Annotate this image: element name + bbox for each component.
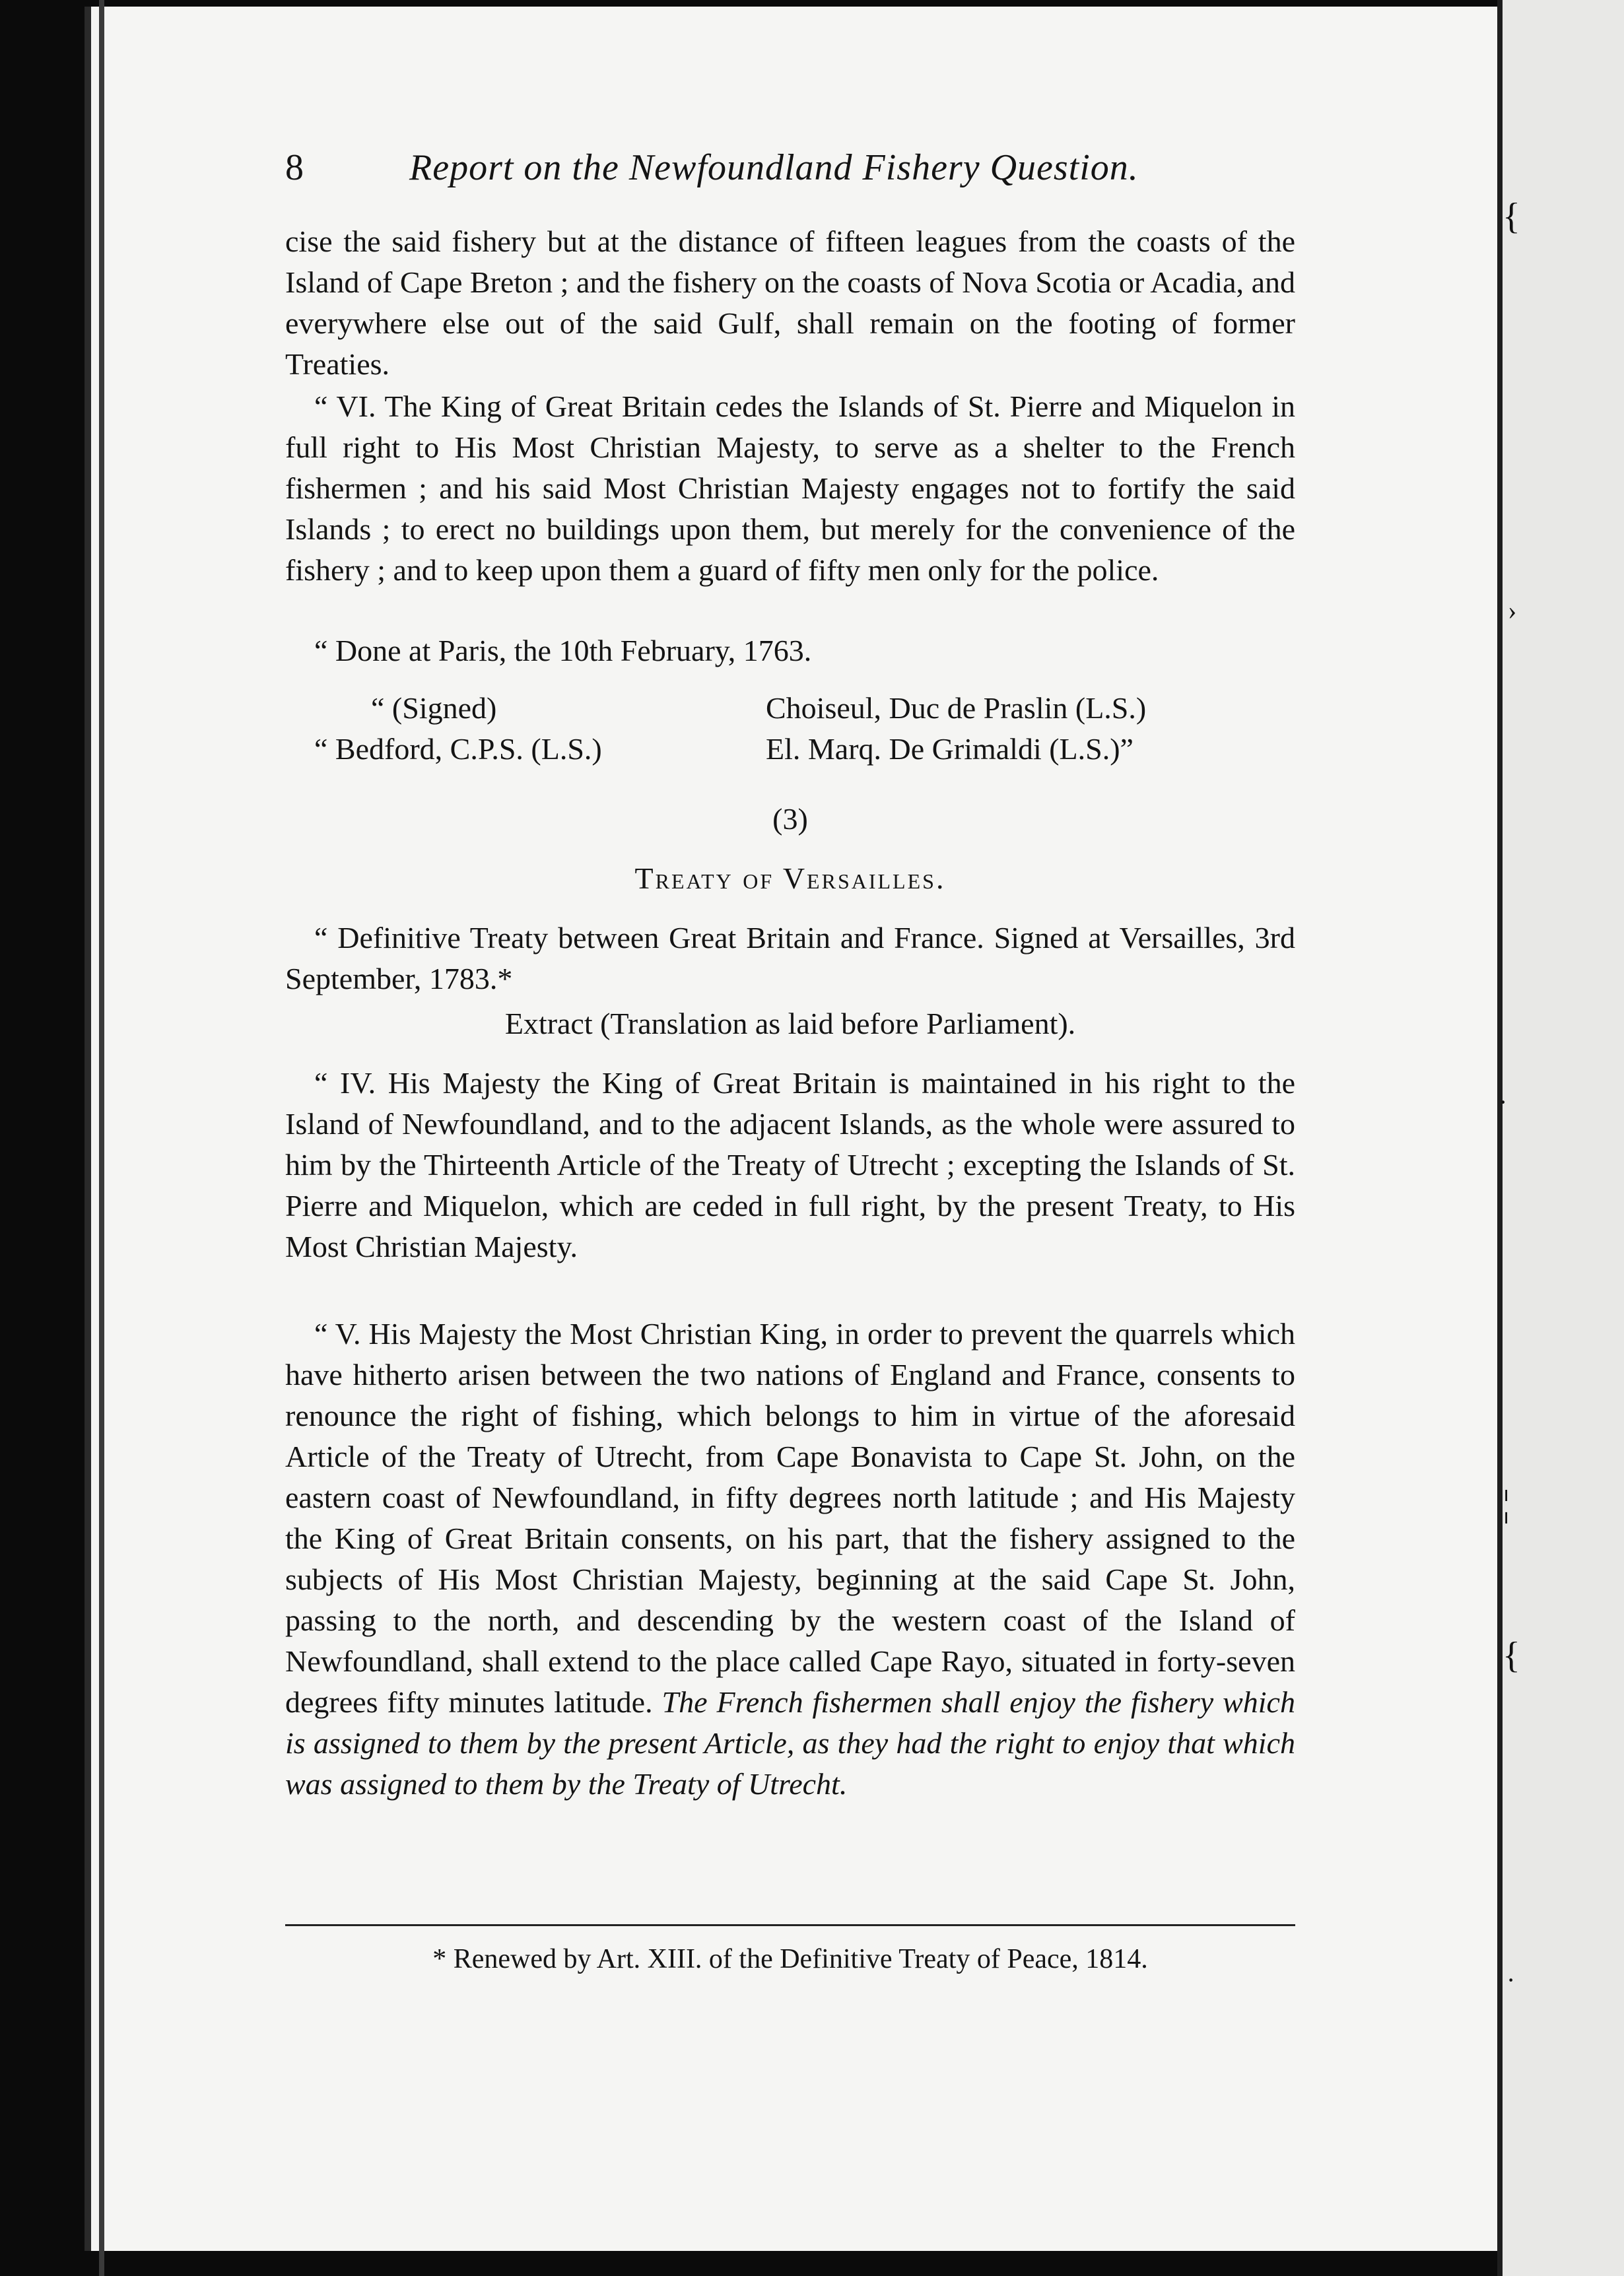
section-number: (3) (772, 802, 808, 836)
paragraph-article-vi: “ VI. The King of Great Britain cedes the Islands of St. Pierre and Miquelon in full right to His Most Christian Majesty, to serve as a shelter to the French fishermen ; and his said Most Christian Majesty engages not to fortify the said Islands ; to erect no buildings upon them, but merely for the convenience of the fishery ; and to keep upon them a guard of fifty men only for the police. (285, 389, 1295, 587)
margin-mark: { (1503, 1635, 1520, 1676)
signature-bedford: “ Bedford, C.P.S. (L.S.) (314, 732, 602, 766)
extract-note: Extract (Translation as laid before Parliament). (504, 1007, 1076, 1040)
paragraph-definitive-treaty: “ Definitive Treaty between Great Britain and France. Signed at Versailles, 3rd September, 1783.* (285, 921, 1295, 995)
margin-mark: · (1499, 1087, 1508, 1117)
signature-signed: “ (Signed) (371, 691, 497, 725)
paragraph-article-v (285, 1314, 1295, 1805)
signature-choiseul: Choiseul, Duc de Praslin (L.S.) (766, 691, 1147, 725)
page-number: 8 (285, 147, 304, 188)
paragraph-continuation: cise the said fishery but at the distance of fifteen leagues from the coasts of the Island of Cape Breton ; and the fishery on the coasts of Nova Scotia or Acadia, and everywhere else out of the said Gulf, shall remain on the footing of former Treaties. (285, 224, 1295, 381)
article-v-text: “ V. His Majesty the Most Christian King, in order to prevent the quarrels which have hitherto arisen between the two nations of England and France, consents to renounce the right of fishing, which belongs to him in virtue of the aforesaid Article of the Treaty of Utrecht, from Cape Bonavista to Cape St. John, on the eastern coast of Newfoundland, in fifty degrees north latitude ; and His Majesty the King of Great Britain consents, on his part, that the fishery assigned to the subjects of His Most Christian Majesty, beginning at the said Cape St. John, passing to the north, and descending by the western coast of the Island of Newfoundland, shall extend to the place called Cape Rayo, situated in forty-seven degrees fifty minutes latitude. (285, 1317, 1295, 1719)
margin-mark: · (1506, 1965, 1516, 1995)
next-page-edge (1497, 0, 1624, 2276)
paragraph-done-at-paris: “ Done at Paris, the 10th February, 1763. (314, 634, 812, 667)
page-binding-edge (99, 0, 104, 2276)
paragraph-article-iv: “ IV. His Majesty the King of Great Britain is maintained in his right to the Island of Newfoundland, and to the adjacent Islands, as the whole were assured to him by the Thirteenth Article of the Treaty of Utrecht ; excepting the Islands of St. Pierre and Miquelon, which are ceded in full right, by the present Treaty, to His Most Christian Majesty. (285, 1066, 1295, 1263)
running-title: Report on the Newfoundland Fishery Question. (409, 147, 1139, 188)
article-v-italic-text: The French fishermen shall enjoy the fishery which is assigned to them by the present Article, as they had the right to enjoy that which was assigned to them by the Treaty of Utrecht. (285, 1685, 1295, 1801)
signature-grimaldi: El. Marq. De Grimaldi (L.S.)” (766, 732, 1133, 766)
margin-mark: › (1508, 595, 1517, 625)
footnote-rule (285, 1924, 1295, 1926)
footnote: * Renewed by Art. XIII. of the Definitive Treaty of Peace, 1814. (432, 1944, 1148, 1974)
section-heading: Treaty of Versailles. (634, 861, 946, 895)
margin-mark: { (1503, 196, 1520, 237)
margin-mark: ¦ (1503, 1483, 1510, 1524)
